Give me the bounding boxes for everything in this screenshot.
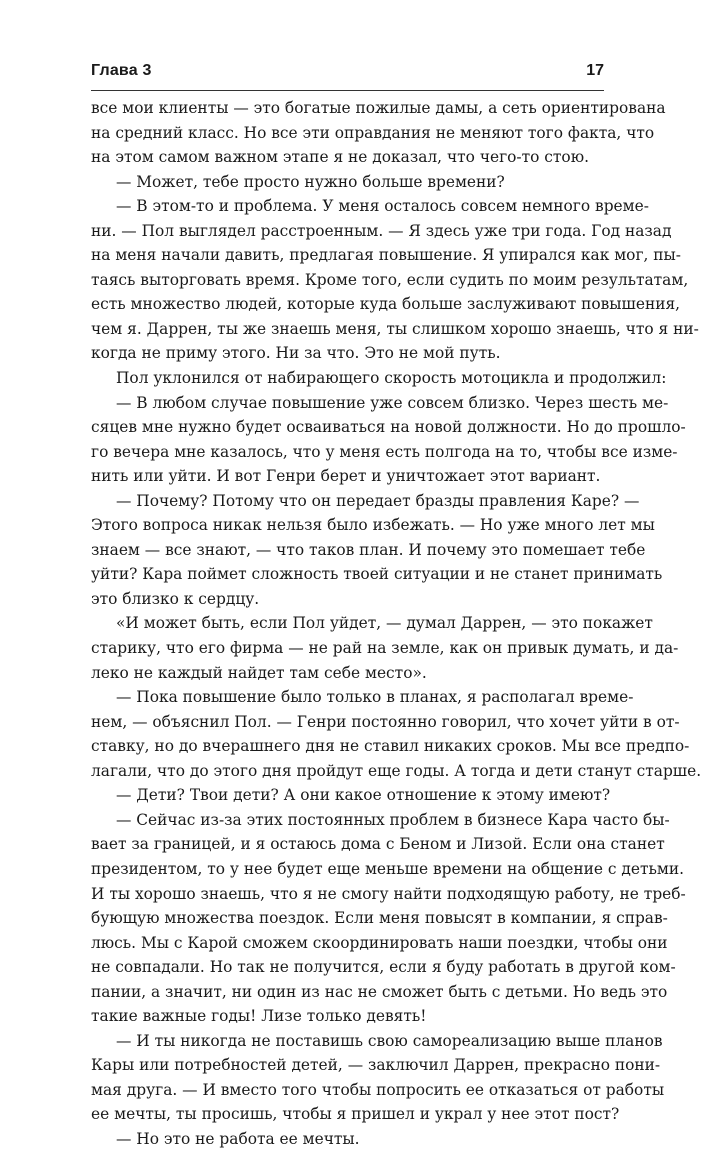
text-line: на средний класс. Но все эти оправдания не меняют того факта, что <box>91 123 655 142</box>
body-text <box>91 96 701 1152</box>
text-line: уйти? Кара поймет сложность твоей ситуации и не станет принимать <box>91 565 663 584</box>
text-line: ставку, но до вчерашнего дня не ставил никаких сроков. Мы все предпо- <box>91 737 690 756</box>
text-line: такие важные годы! Лизе только девять! <box>91 1007 427 1026</box>
text-line: бующую множества поездок. Если меня повысят в компании, я справ- <box>91 909 668 928</box>
text-line: сяцев мне нужно будет осваиваться на новой должности. Но до прошло- <box>91 418 686 437</box>
text-line: — Почему? Потому что он передает бразды правления Каре? — <box>116 491 640 510</box>
text-line: Пол уклонился от набирающего скорость мотоцикла и продолжил: <box>116 369 667 388</box>
text-line: старику, что его фирма — не рай на земле, как он привык думать, и да- <box>91 639 679 658</box>
text-line: го вечера мне казалось, что у меня есть полгода на то, чтобы все изме- <box>91 442 678 461</box>
text-line: на меня начали давить, предлагая повышение. Я упирался как мог, пы- <box>91 246 681 265</box>
text-line: таясь выторговать время. Кроме того, если судить по моим результатам, <box>91 270 689 289</box>
text-line: вает за границей, и я остаюсь дома с Беном и Лизой. Если она станет <box>91 835 665 854</box>
text-line: Этого вопроса никак нельзя было избежать. — Но уже много лет мы <box>91 516 655 535</box>
text-line: лагали, что до этого дня пройдут еще годы. А тогда и дети станут старше. <box>91 761 701 780</box>
text-line: — Дети? Твои дети? А они какое отношение к этому имеют? <box>116 786 611 805</box>
header-rule <box>91 90 604 91</box>
text-line: на этом самом важном этапе я не доказал, что чего-то стою. <box>91 148 589 167</box>
text-line: — Пока повышение было только в планах, я располагал времe- <box>116 688 634 707</box>
text-line: леко не каждый найдет там себе место». <box>91 663 427 682</box>
text-line: это близко к сердцу. <box>91 589 260 608</box>
text-line: — В этом-то и проблема. У меня осталось совсем немного време- <box>116 197 649 216</box>
text-line: чем я. Даррен, ты же знаешь меня, ты слишком хорошо знаешь, что я ни- <box>91 319 699 338</box>
text-line: нем, — объяснил Пол. — Генри постоянно говорил, что хочет уйти в от- <box>91 712 680 731</box>
text-line: — Сейчас из-за этих постоянных проблем в бизнесе Кара часто бы- <box>116 810 670 829</box>
text-line: не совпадали. Но так не получится, если я буду работать в другой ком- <box>91 958 676 977</box>
chapter-title: Глава 3 <box>91 62 152 79</box>
page-number: 17 <box>586 62 604 79</box>
text-line: все мои клиенты — это богатые пожилые дамы, а сеть ориентирована <box>91 99 666 117</box>
text-line: Кары или потребностей детей, — заключил Даррен, прекрасно пони- <box>91 1056 661 1075</box>
text-line: «И может быть, если Пол уйдет, — думал Даррен, — это покажет <box>116 614 653 633</box>
text-line: — Может, тебе просто нужно больше времени? <box>116 172 505 191</box>
text-line: президентом, то у нее будет еще меньше времени на общение с детьми. <box>91 859 685 878</box>
text-line: ни. — Пол выглядел расстроенным. — Я здесь уже три года. Год назад <box>91 221 672 240</box>
text-line: когда не приму этого. Ни за что. Это не мой путь. <box>91 344 501 363</box>
text-line: ее мечты, ты просишь, чтобы я пришел и украл у нее этот пост? <box>91 1105 620 1124</box>
text-line: И ты хорошо знаешь, что я не смогу найти подходящую работу, не треб- <box>91 884 686 903</box>
page-header <box>91 62 604 86</box>
text-line: люсь. Мы с Карой сможем скоординировать наши поездки, чтобы они <box>91 933 668 952</box>
text-line: — И ты никогда не поставишь свою самореализацию выше планов <box>116 1031 663 1050</box>
text-line: есть множество людей, которые куда больше заслуживают повышения, <box>91 295 681 314</box>
text-line: — В любом случае повышение уже совсем близко. Через шесть ме- <box>116 393 669 412</box>
text-line: пании, а значит, ни один из нас не сможет быть с детьми. Но ведь это <box>91 982 668 1001</box>
text-line: — Но это не работа ее мечты. <box>116 1129 360 1148</box>
text-line: нить или уйти. И вот Генри берет и уничтожает этот вариант. <box>91 467 601 486</box>
text-line: знаем — все знают, — что таков план. И почему это помешает тебе <box>91 540 646 559</box>
text-line: мая друга. — И вместо того чтобы попросить ее отказаться от работы <box>91 1080 665 1099</box>
